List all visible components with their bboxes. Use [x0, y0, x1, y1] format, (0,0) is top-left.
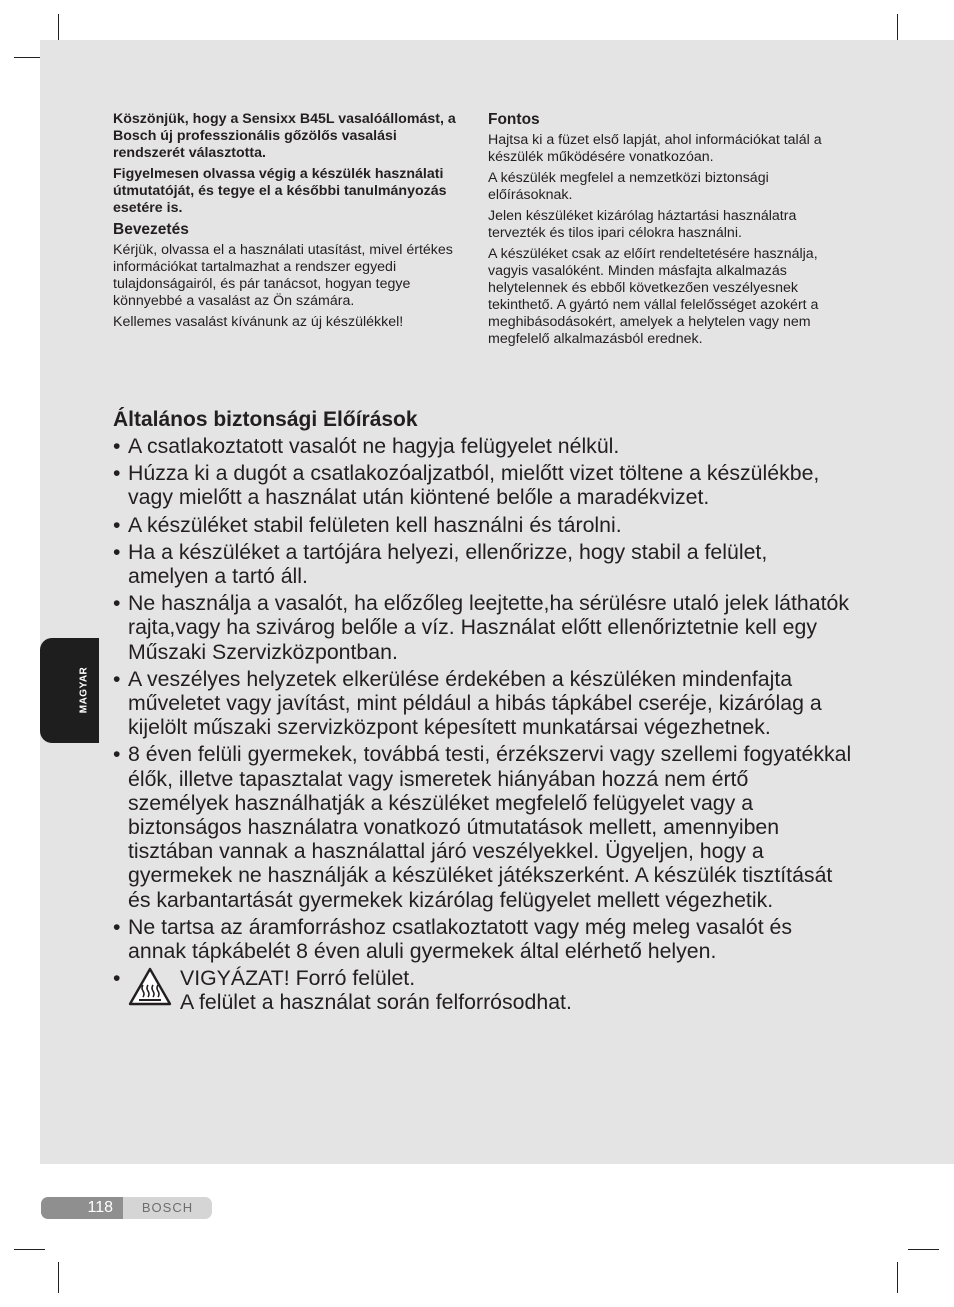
warning-line: VIGYÁZAT! Forró felület.: [180, 966, 416, 991]
brand-label: BOSCH: [123, 1197, 212, 1219]
safety-title: Általános biztonsági Előírások: [113, 408, 418, 431]
bullet: •: [113, 591, 121, 616]
language-tab-label: MAGYAR: [78, 666, 90, 714]
safety-item: [113, 742, 853, 911]
thanks-text: Köszönjük, hogy a Sensixx B45L vasalóállomást, a Bosch új professzionális gőzölős vasalási rendszerét választotta.: [113, 111, 456, 161]
safety-list: [113, 434, 853, 1018]
language-tab: [40, 638, 99, 743]
bullet: •: [113, 434, 121, 458]
bullet: •: [113, 666, 121, 691]
safety-item-text: 8 éven felüli gyermekek, továbbá testi, érzékszervi vagy szellemi fogyatékkal élők, illetve tapasztalat vagy ismeretek hiányában hozzá nem értő személyek használhatják a készüléket megfelelő felügyelet vagy a biztonságos használatra vonatkozó útmutatások mellett, amennyiben tisztában vannak a használattal járó veszélyekkel. Ügyeljen, hogy a gyermekek ne használják a készüléket játékszerként. A készülék tisztítását és karbantartását gyermekek kizárólag felügyelet mellett végezhetik.: [128, 742, 852, 912]
read-carefully-text: Figyelmesen olvassa végig a készülék használati útmutatóját, és tegye el a későbbi tanulmányozás esetére is.: [113, 166, 447, 216]
safety-item-text: A készüléket stabil felületen kell használni és tárolni.: [128, 512, 622, 537]
warning-line: A felület a használat során felforrósodhat.: [180, 990, 572, 1015]
important-heading: Fontos: [488, 111, 540, 128]
warning-text: [180, 966, 853, 1014]
bullet: •: [113, 461, 121, 486]
safety-item: [113, 915, 853, 963]
intro-heading: Bevezetés: [113, 221, 189, 238]
crop-mark: [14, 1249, 45, 1250]
crop-mark: [897, 1262, 898, 1293]
hot-surface-warning-icon: [127, 966, 173, 1008]
safety-item-text: A veszélyes helyzetek elkerülése érdekében a készüléken mindenfajta műveletet vagy javítást, mint például a hibás tápkábel cseréje, kizárólag a kijelölt műszaki szervizközpont képesített munkatársai végezhetnek.: [128, 666, 822, 740]
important-paragraph: A készülék megfelel a nemzetközi biztonsági előírásoknak.: [488, 170, 769, 203]
bullet: •: [113, 742, 121, 767]
intro-column: [113, 111, 463, 335]
bullet: •: [113, 914, 121, 939]
safety-item: [113, 591, 853, 664]
intro-paragraph: Kérjük, olvassa el a használati utasítást, mivel értékes információkat tartalmazhat a rendszer egyedi tulajdonságairól, és pár tanácsot, hogyan tegye könnyebbé a vasalást az Ön számára.: [113, 242, 453, 309]
safety-item-text: Ne tartsa az áramforráshoz csatlakoztatott vagy még meleg vasalót és annak tápkábelét 8 éven aluli gyermekek által elérhető helyen.: [128, 914, 793, 964]
safety-item: [113, 540, 853, 588]
warning-item: [113, 966, 853, 1014]
bullet: •: [113, 966, 121, 991]
safety-item-text: Ne használja a vasalót, ha előzőleg leejtette,ha sérülésre utaló jelek láthatók rajta,vagy ha szivárog belőle a víz. Használat előtt ellenőriztetnie kell egy Műszaki Szervizközpontban.: [128, 591, 849, 664]
important-paragraph: Hajtsa ki a füzet első lapját, ahol információkat talál a készülék működésére vonatkozóan.: [488, 132, 822, 165]
page-number: 118: [41, 1197, 123, 1219]
bullet: •: [113, 512, 121, 537]
safety-item: [113, 513, 853, 537]
intro-wish: Kellemes vasalást kívánunk az új készülékkel!: [113, 314, 404, 330]
safety-item-text: Húzza ki a dugót a csatlakozóaljzatból, mielőtt vizet töltene a készülékbe, vagy mielőtt a használat után kiöntené belőle a maradékvizet.: [128, 461, 820, 510]
safety-item: [113, 434, 853, 458]
safety-item: [113, 461, 853, 509]
important-column: [488, 111, 848, 352]
crop-mark: [58, 1262, 59, 1293]
safety-item: [113, 667, 853, 740]
important-paragraph: Jelen készüléket kizárólag háztartási használatra tervezték és tilos ipari célokra használni.: [488, 208, 797, 241]
bullet: •: [113, 539, 121, 564]
safety-item-text: A csatlakoztatott vasalót ne hagyja felügyelet nélkül.: [128, 434, 620, 458]
important-paragraph: A készüléket csak az előírt rendeltetésére használja, vagyis vasalóként. Minden másfajta alkalmazás helytelennek és ebből következően veszélyesnek tekinthető. A gyártó nem vállal felelősséget azokért a meghibásodásokért, amelyek a helytelen vagy nem megfelelő alkalmazásból erednek.: [488, 246, 819, 347]
crop-mark: [908, 1249, 939, 1250]
safety-item-text: Ha a készüléket a tartójára helyezi, ellenőrizze, hogy stabil a felület, amelyen a tartó áll.: [128, 539, 768, 589]
